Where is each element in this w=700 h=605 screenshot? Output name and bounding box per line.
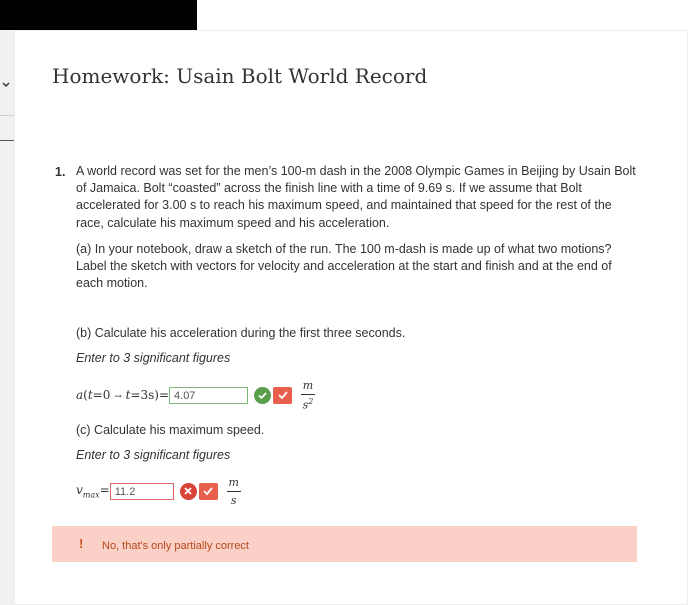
part-b-prompt: (b) Calculate his acceleration during the first three seconds.	[76, 326, 406, 340]
speed-unit: $\frac{m}{s}$	[228, 475, 239, 507]
incorrect-badge	[180, 483, 218, 500]
panel-divider	[0, 140, 14, 141]
part-c-answer-row	[76, 475, 241, 507]
page-title: Homework: Usain Bolt World Record	[52, 64, 428, 88]
part-b-answer-row	[76, 378, 315, 412]
panel-divider	[0, 115, 14, 116]
question-text: A world record was set for the men’s 100-m dash in the 2008 Olympic Games in Beijing by Usain Bolt of Jamaica. Bolt “coasted” across the finish line with a time of 9.69 s. If we assume that Bolt accelerated for 3.00 s to reach his maximum speed, and maintained that speed for the rest of the race, calculate his maximum speed and his acceleration.	[76, 164, 636, 230]
acceleration-unit: $\frac{m}{s^2}$	[302, 378, 314, 412]
warning-icon: !	[79, 536, 84, 551]
top-black-bar	[0, 0, 197, 30]
max-speed-expression: $v_{max}=$	[76, 482, 110, 500]
part-c-hint: Enter to 3 significant figures	[76, 448, 231, 462]
part-b-hint: Enter to 3 significant figures	[76, 351, 231, 365]
assignment-card	[14, 30, 688, 605]
try-again-icon[interactable]	[273, 387, 292, 404]
checkmark-icon	[254, 387, 271, 404]
part-a-text: (a) In your notebook, draw a sketch of the run. The 100 m-dash is made up of what two motions? Label the sketch with vectors for velocity and acceleration at the start and finish and at the end of each motion.	[76, 242, 612, 291]
left-side-panel	[0, 30, 14, 605]
max-speed-answer-input[interactable]: 11.2	[110, 483, 174, 500]
feedback-message: No, that's only partially correct	[102, 540, 249, 552]
acceleration-answer-input[interactable]: 4.07	[169, 387, 248, 404]
try-again-icon[interactable]	[199, 483, 218, 500]
correct-badge	[254, 387, 292, 404]
x-mark-icon	[180, 483, 197, 500]
feedback-banner	[52, 526, 637, 562]
part-c-prompt: (c) Calculate his maximum speed.	[76, 423, 265, 437]
question-number: 1.	[55, 165, 66, 179]
acceleration-expression: a(t=0 → t=3s)=	[76, 388, 170, 402]
collapse-panel-icon[interactable]	[0, 74, 14, 94]
